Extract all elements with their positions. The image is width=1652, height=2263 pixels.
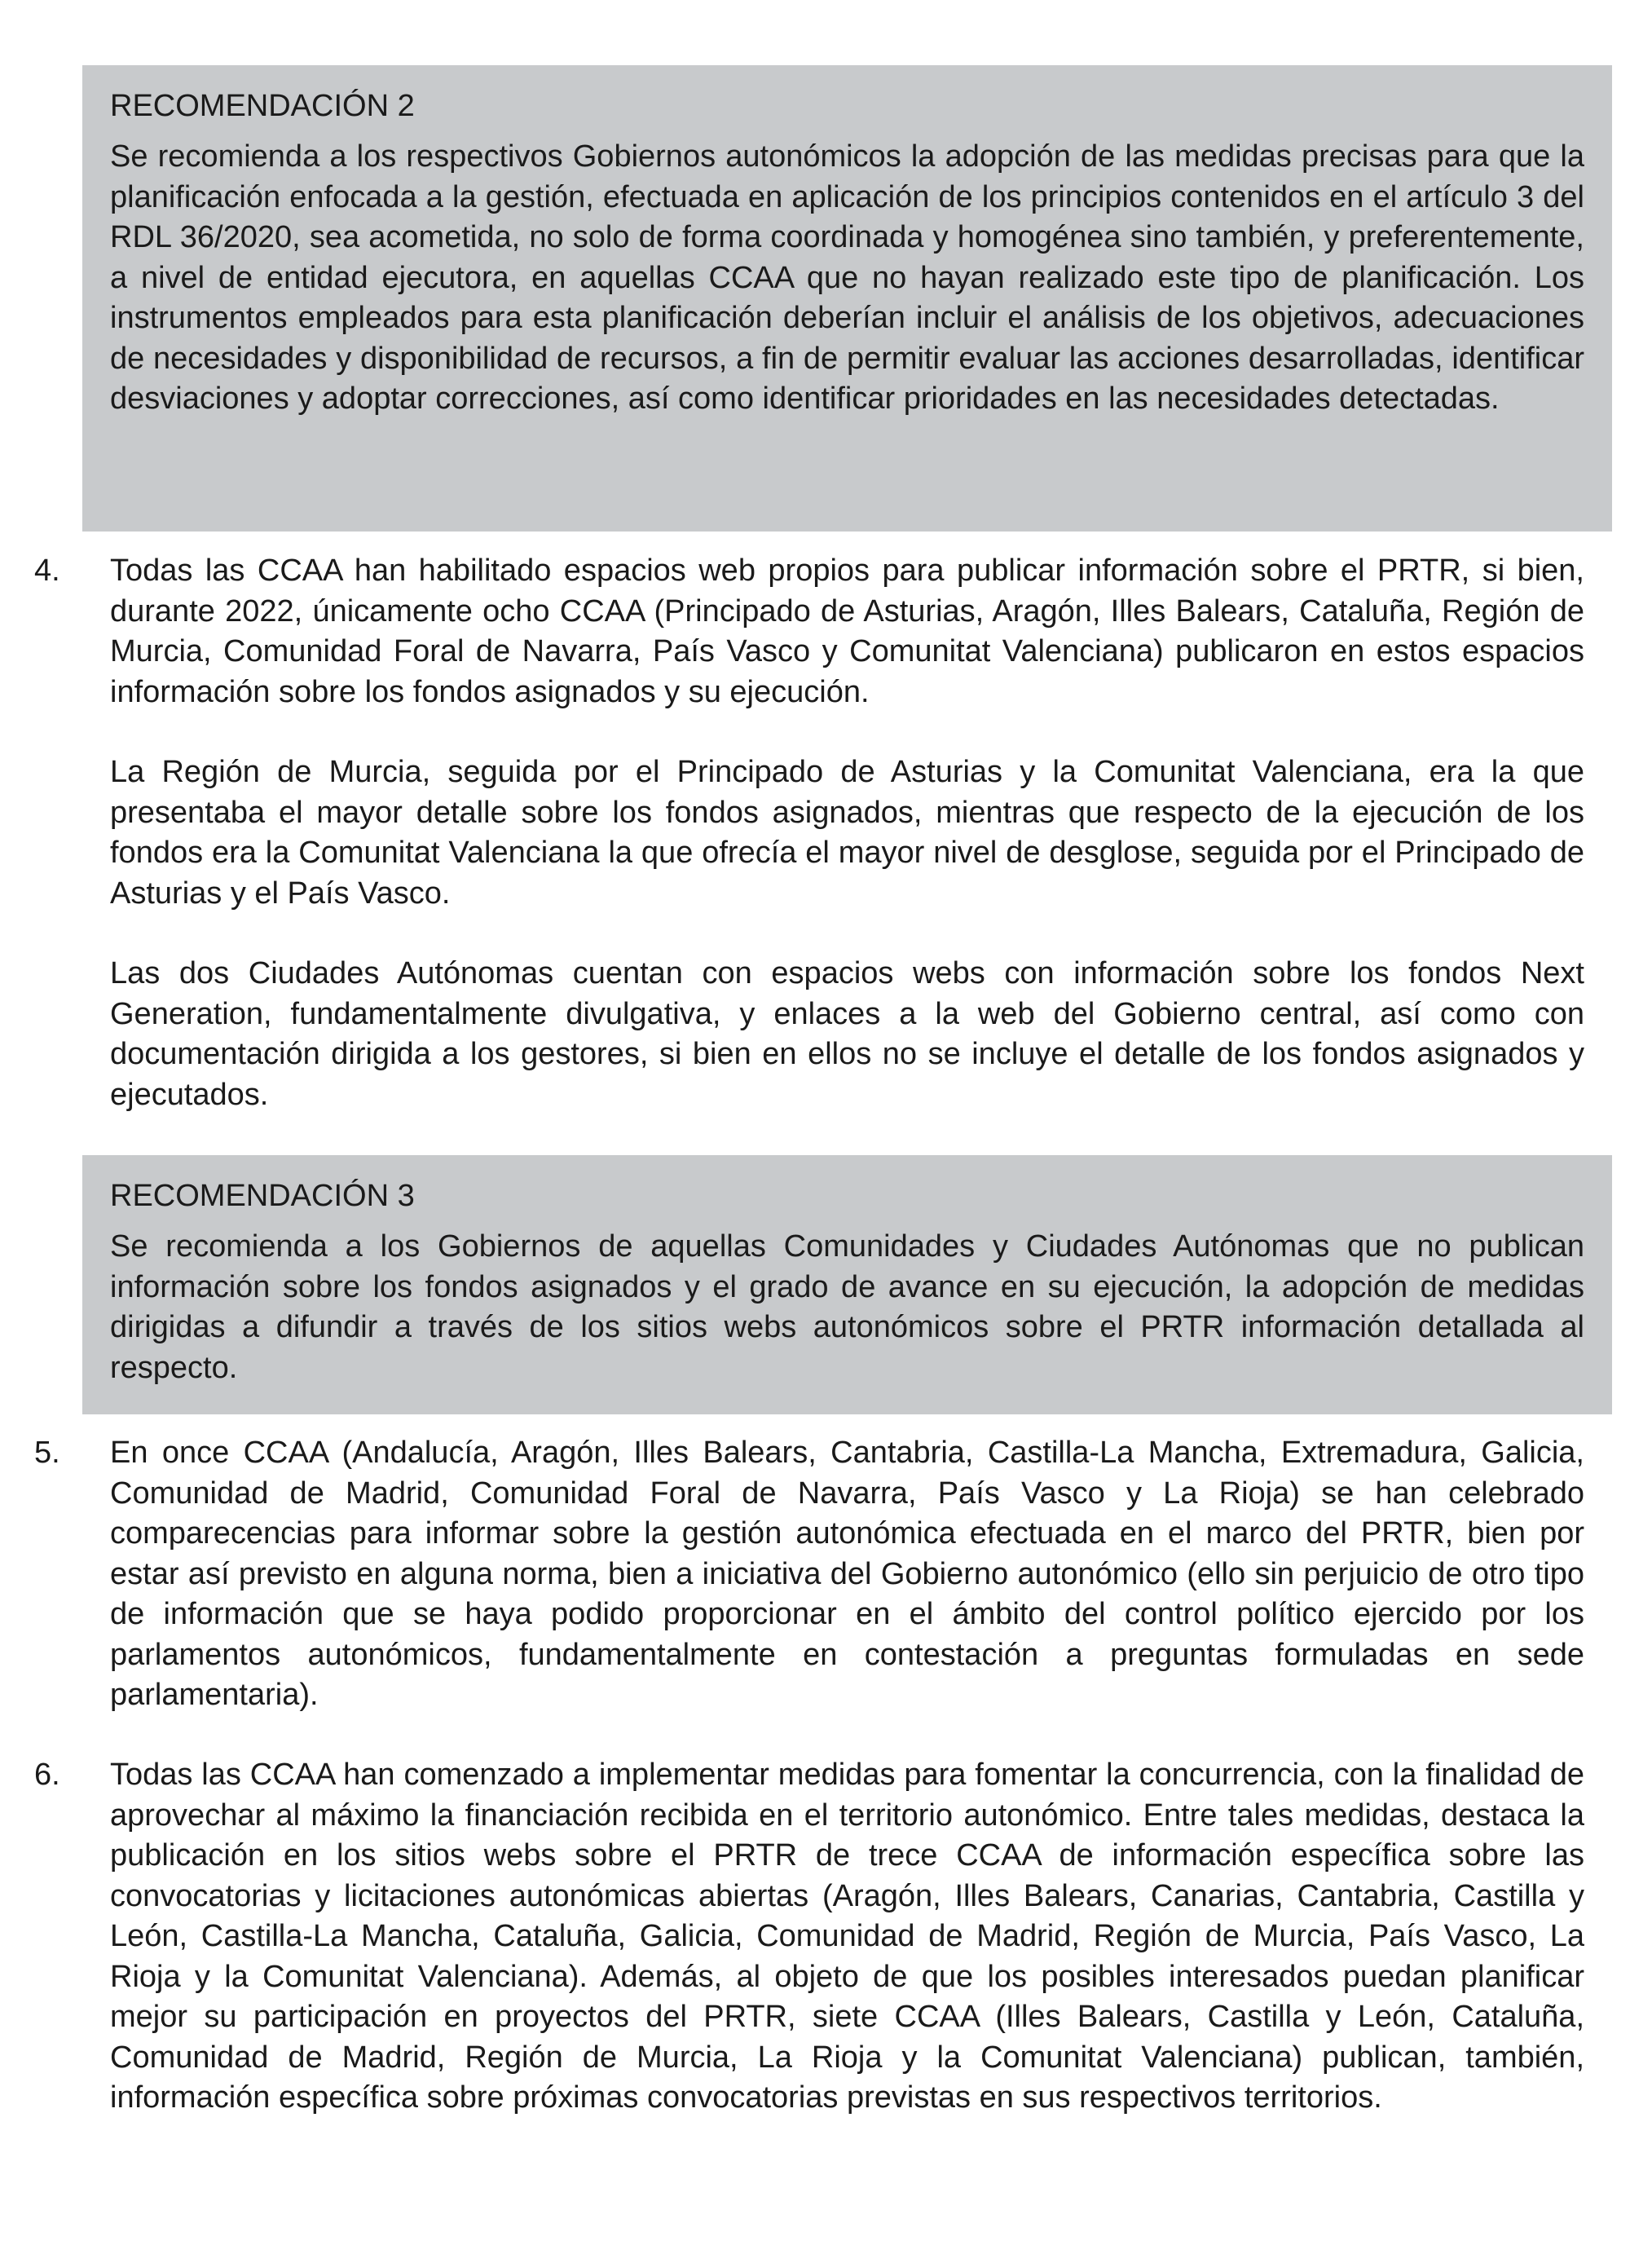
- recommendation-3-text: Se recomienda a los Gobiernos de aquellas Comunidades y Ciudades Autónomas que no publican información sobre los fondos asignados y el grado de avance en su ejecución, la adopción de medidas dirigidas a difundir a través de los sitios webs autonómicos sobre el PRTR información detallada al respecto.: [110, 1229, 1584, 1385]
- item-5-paragraph: En once CCAA (Andalucía, Aragón, Illes Balears, Cantabria, Castilla-La Mancha, Extremadura, Galicia, Comunidad de Madrid, Comunidad Foral de Navarra, País Vasco y La Rioja) se han celebrado comparecencias para informar sobre la gestión autonómica efectuada en el marco del PRTR, bien por estar así previsto en alguna norma, bien a iniciativa del Gobierno autonómico (ello sin perjuicio de otro tipo de información que se haya podido proporcionar en el ámbito del control político ejercido por los parlamentos autonómicos, fundamentalmente en contestación a preguntas formuladas en sede parlamentaria).: [110, 1436, 1584, 1712]
- item-4-number: 4.: [34, 554, 60, 588]
- item-4-paragraph-2: La Región de Murcia, seguida por el Principado de Asturias y la Comunitat Valenciana, era la que presentaba el mayor detalle sobre los fondos asignados, mientras que respecto de la ejecución de los fondos era la Comunitat Valenciana la que ofrecía el mayor nivel de desglose, seguida por el Principado de Asturias y el País Vasco.: [110, 755, 1584, 911]
- item-6-number: 6.: [34, 1758, 60, 1792]
- item-4-paragraph-1: Todas las CCAA han habilitado espacios web propios para publicar información sobre el PRTR, si bien, durante 2022, únicamente ocho CCAA (Principado de Asturias, Aragón, Illes Balears, Cataluña, Región de Murcia, Comunidad Foral de Navarra, País Vasco y Comunitat Valenciana) publicaron en estos espacios información sobre los fondos asignados y su ejecución.: [110, 554, 1584, 709]
- item-6-paragraph: Todas las CCAA han comenzado a implementar medidas para fomentar la concurrencia, con la finalidad de aprovechar al máximo la financiación recibida en el territorio autonómico. Entre tales medidas, destaca la publicación en los sitios webs sobre el PRTR de trece CCAA de información específica sobre las convocatorias y licitaciones autonómicas abiertas (Aragón, Illes Balears, Canarias, Cantabria, Castilla y León, Castilla-La Mancha, Cataluña, Galicia, Comunidad de Madrid, Región de Murcia, País Vasco, La Rioja y la Comunitat Valenciana). Además, al objeto de que los posibles interesados puedan planificar mejor su participación en proyectos del PRTR, siete CCAA (Illes Balears, Castilla y León, Cataluña, Comunidad de Madrid, Región de Murcia, La Rioja y la Comunitat Valenciana) publican, también, información específica sobre próximas convocatorias previstas en sus respectivos territorios.: [110, 1758, 1584, 2115]
- item-5-number: 5.: [34, 1436, 60, 1470]
- recommendation-3-box: [82, 1155, 1612, 1414]
- item-4-paragraph-3: Las dos Ciudades Autónomas cuentan con espacios webs con información sobre los fondos Next Generation, fundamentalmente divulgativa, y enlaces a la web del Gobierno central, así como con documentación dirigida a los gestores, si bien en ellos no se incluye el detalle de los fondos asignados y ejecutados.: [110, 956, 1584, 1112]
- recommendation-2-box: [82, 65, 1612, 532]
- recommendation-2-text: Se recomienda a los respectivos Gobiernos autonómicos la adopción de las medidas precisas para que la planificación enfocada a la gestión, efectuada en aplicación de los principios contenidos en el artículo 3 del RDL 36/2020, sea acometida, no solo de forma coordinada y homogénea sino también, y preferentemente, a nivel de entidad ejecutora, en aquellas CCAA que no hayan realizado este tipo de planificación. Los instrumentos empleados para esta planificación deberían incluir el análisis de los objetivos, adecuaciones de necesidades y disponibilidad de recursos, a fin de permitir evaluar las acciones desarrolladas, identificar desviaciones y adoptar correcciones, así como identificar prioridades en las necesidades detectadas.: [110, 139, 1584, 416]
- recommendation-3-title: RECOMENDACIÓN 3: [110, 1179, 415, 1213]
- recommendation-2-title: RECOMENDACIÓN 2: [110, 89, 415, 123]
